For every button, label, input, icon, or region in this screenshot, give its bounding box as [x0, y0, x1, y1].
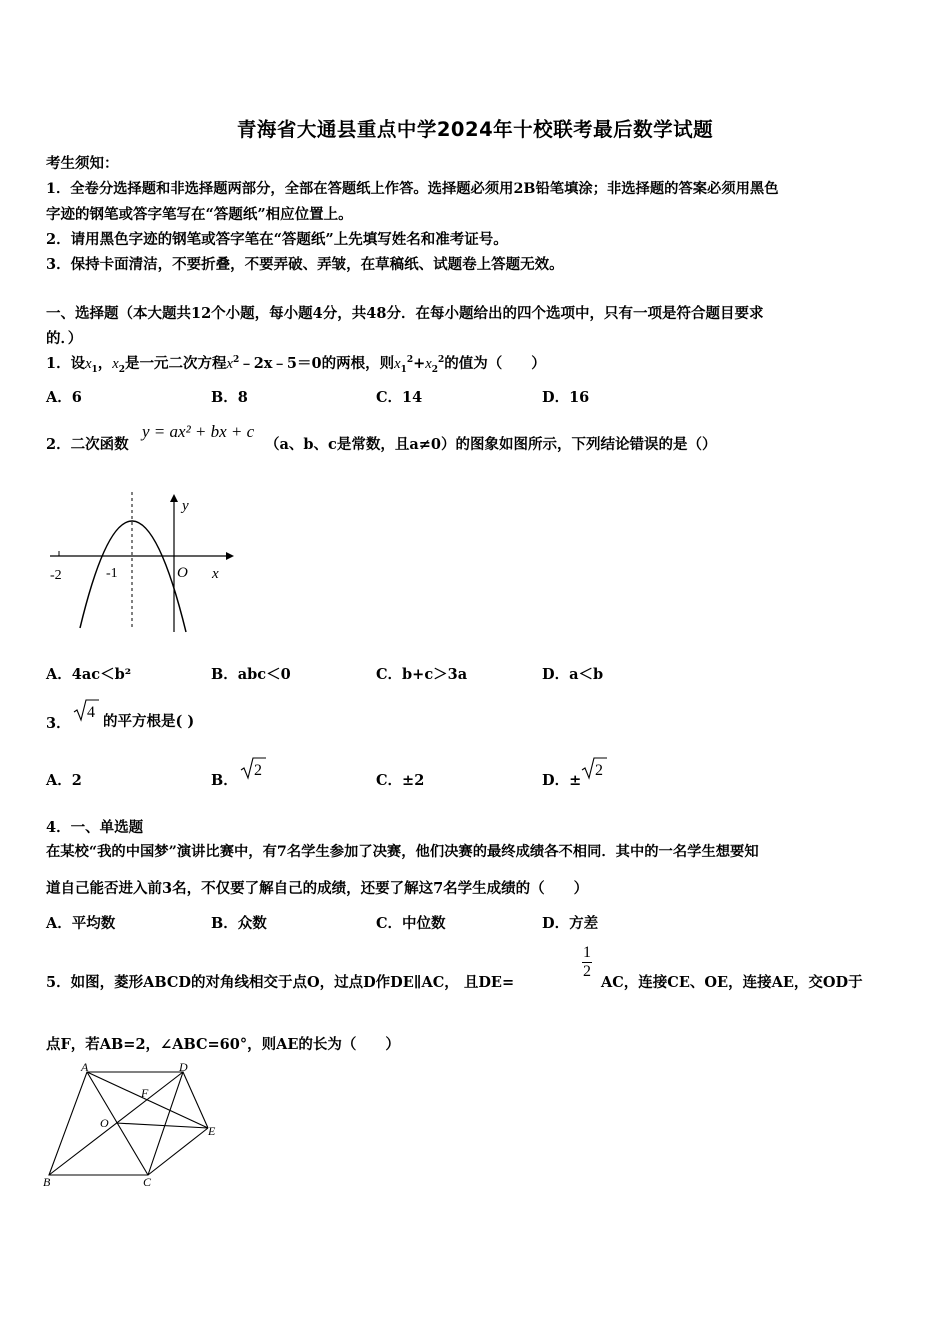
q1-v1-sub: 1	[400, 364, 407, 375]
segment-de	[183, 1072, 208, 1128]
q5-part-2: AC，连接CE、OE，连接AE，交OD于	[601, 974, 863, 991]
q1-comma: ，	[97, 355, 113, 372]
q1-x2-sub: 2	[118, 364, 125, 375]
q2-option-b[interactable]: B．abc＜0	[211, 666, 291, 683]
q1-option-b[interactable]: B．8	[211, 389, 248, 406]
q4-option-a[interactable]: A．平均数	[46, 915, 116, 932]
q3-option-b-sqrt	[239, 756, 267, 780]
q1-v2-sub: 2	[431, 364, 438, 375]
parabola-curve	[80, 521, 186, 632]
q1-v2: x	[425, 356, 432, 372]
label-c: C	[143, 1175, 152, 1189]
q5-fraction	[582, 944, 592, 981]
q4-option-d[interactable]: D．方差	[542, 915, 599, 932]
q5-fraction-numerator: 1	[583, 944, 591, 961]
label-o: O	[100, 1116, 109, 1130]
q1-part-2: 是一元二次方程	[125, 355, 227, 372]
notice-line-2: 2．请用黑色字迹的钢笔或答字笔在“答题纸”上先填写姓名和准考证号。	[46, 231, 508, 248]
origin-label: O	[177, 565, 188, 581]
q1-eq-rest: ﹣2x﹣5＝0	[239, 355, 322, 372]
q4-option-c[interactable]: C．中位数	[376, 915, 446, 932]
q3-part-2: 的平方根是( )	[103, 713, 195, 730]
y-label: y	[182, 498, 189, 514]
q3-option-d-sqrt	[580, 756, 608, 780]
q2-option-a[interactable]: A．4ac＜b²	[46, 666, 132, 683]
q2-option-d[interactable]: D．a＜b	[542, 666, 604, 683]
q5-part-1: 5．如图，菱形ABCD的对角线相交于点O，过点D作DE∥AC， 且DE=	[46, 974, 515, 991]
label-e: E	[208, 1124, 216, 1138]
q1-v1-sup: 2	[406, 355, 414, 366]
q2-formula: y = ax² + bx + c	[142, 422, 255, 441]
notice-line-1a: 1．全卷分选择题和非选择题两部分，全部在答题纸上作答。选择题必须用2B铅笔填涂；非选择题的答案必须用黑色	[46, 181, 779, 197]
q1-v2-sup: 2	[437, 355, 445, 366]
q1-option-a[interactable]: A．6	[46, 389, 82, 406]
q1-v1: x	[394, 356, 401, 372]
q3-option-d[interactable]: D．±	[542, 772, 582, 789]
q3-option-b[interactable]: B．	[211, 772, 238, 789]
q3-radicand: 4	[87, 704, 95, 721]
q3-option-c[interactable]: C．±2	[376, 772, 425, 789]
q4-option-b[interactable]: B．众数	[211, 915, 267, 932]
page-title: 青海省大通县重点中学2024年十校联考最后数学试题	[236, 118, 714, 141]
parabola-graph	[46, 486, 236, 636]
segment-ce	[148, 1128, 208, 1175]
x-axis-arrow	[226, 552, 234, 560]
label-a: A	[81, 1060, 89, 1074]
tick-label-minus-1: -1	[106, 566, 118, 581]
q2-part-2: （a、b、c是常数，且a≠0）的图象如图所示，下列结论错误的是（）	[265, 436, 717, 453]
notice-line-3: 3．保持卡面清洁，不要折叠，不要弄破、弄皱，在草稿纸、试题卷上答题无效。	[46, 256, 564, 273]
q4-heading: 4．一、单选题	[46, 819, 144, 836]
label-d: D	[179, 1060, 188, 1074]
q1-part-4: 的值为（ ）	[444, 355, 546, 372]
q4-line-1: 在某校“我的中国梦”演讲比赛中，有7名学生参加了决赛，他们决赛的最终成绩各不相同．其中的一名学生想要知	[46, 844, 759, 860]
notice-heading: 考生须知：	[46, 155, 119, 172]
section1-line-2: 的．）	[46, 330, 83, 347]
q2-option-c[interactable]: C．b+c＞3a	[376, 666, 468, 683]
label-f: F	[141, 1086, 149, 1100]
section1-line-1: 一、选择题（本大题共12个小题，每小题4分，共48分．在每小题给出的四个选项中，只有一项是符合题目要求	[46, 305, 764, 322]
q3-number: 3．	[46, 715, 71, 732]
q1-eq-sup: 2	[232, 355, 240, 366]
q1-plus: +	[413, 355, 426, 372]
q3-option-a[interactable]: A．2	[46, 772, 82, 789]
rhombus-diagram	[40, 1060, 230, 1190]
q1-eq-x: x	[226, 356, 233, 372]
question-1-stem	[46, 352, 546, 375]
y-axis-arrow	[170, 494, 178, 502]
q2-part-1: 2．二次函数	[46, 436, 129, 453]
q1-option-d[interactable]: D．16	[542, 389, 590, 406]
q1-option-c[interactable]: C．14	[376, 389, 423, 406]
q5-line-2: 点F，若AB=2，∠ABC=60°，则AE的长为（ ）	[46, 1036, 400, 1053]
q1-x1-sub: 1	[91, 364, 98, 375]
q1-x1: x	[85, 356, 92, 372]
q4-line-2: 道自己能否进入前3名，不仅要了解自己的成绩，还要了解这7名学生成绩的（ ）	[46, 880, 589, 897]
q3-option-d-radicand: 2	[595, 762, 603, 779]
x-label: x	[212, 566, 219, 582]
segment-oe	[116, 1123, 208, 1128]
notice-line-1b: 字迹的钢笔或答字笔写在“答题纸”相应位置上。	[46, 206, 353, 223]
q1-part-1: 1．设	[46, 355, 86, 372]
label-b: B	[43, 1175, 51, 1189]
q5-fraction-denominator: 2	[583, 963, 591, 980]
tick-label-minus-2: -2	[50, 568, 62, 583]
q1-part-3: 的两根，则	[321, 355, 395, 372]
q3-sqrt-sign	[72, 698, 100, 722]
q3-option-b-radicand: 2	[254, 762, 262, 779]
q1-x2: x	[112, 356, 119, 372]
